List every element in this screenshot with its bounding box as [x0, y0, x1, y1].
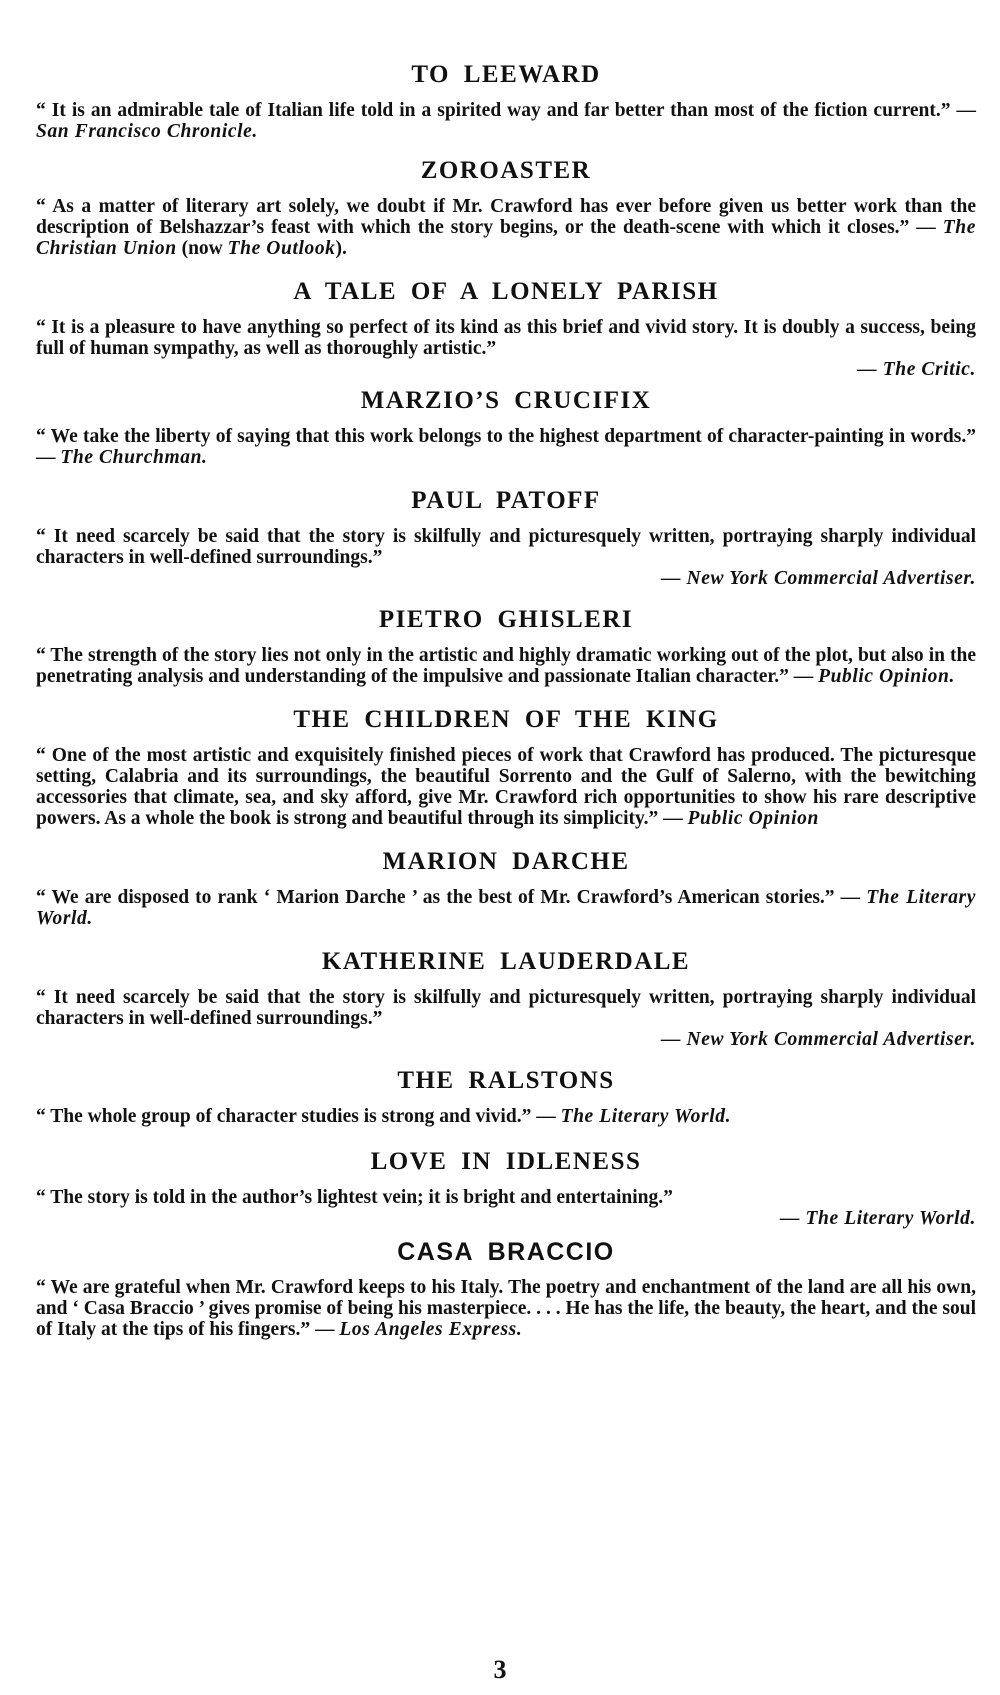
review-source: The Churchman.	[60, 447, 208, 468]
review-source-note-prefix: (now	[176, 238, 228, 259]
review-quote: “ One of the most artistic and exquisitely finished pieces of work that Crawford has produced. The picturesque setting, Calabria and its surroundings, the beautiful Sorrento and the Gulf of Salerno, with the bewitching accessories that climate, sea, and sky afford, give Mr. Crawford rich opportunities to show his rare descriptive powers. As a whole the book is strong and beautiful through its simplicity.” —	[36, 745, 976, 829]
review-source-note-end: ).	[335, 238, 347, 259]
book-entry	[36, 156, 976, 259]
book-title: PIETRO GHISLERI	[378, 606, 634, 633]
review-source: Los Angeles Express.	[339, 1319, 523, 1340]
book-entry	[36, 60, 976, 142]
book-title: KATHERINE LAUDERDALE	[321, 948, 691, 975]
review-source: Public Opinion	[687, 808, 819, 829]
review-source: Public Opinion.	[818, 666, 955, 687]
book-title: A TALE OF A LONELY PARISH	[293, 278, 719, 305]
book-entry	[36, 705, 976, 829]
review-text	[36, 745, 976, 829]
review-source-note: The Outlook	[227, 238, 336, 259]
book-entry	[36, 847, 976, 929]
review-text	[36, 196, 976, 259]
review-source: The Christian Union	[36, 217, 976, 259]
review-page	[36, 60, 976, 1340]
review-text: “ The story is told in the author’s lightest vein; it is bright and entertaining.”	[36, 1187, 673, 1208]
book-entry	[36, 1147, 976, 1229]
book-entry	[36, 947, 976, 1050]
book-title: THE CHILDREN OF THE KING	[293, 706, 719, 733]
book-title: TO LEEWARD	[411, 61, 601, 88]
review-quote: “ We are disposed to rank ‘ Marion Darche ’ as the best of Mr. Crawford’s American stories.” —	[36, 887, 867, 908]
book-title: MARZIO’S CRUCIFIX	[360, 387, 652, 414]
book-entry	[36, 386, 976, 468]
review-text	[36, 887, 976, 929]
review-source: The Literary World.	[36, 887, 976, 929]
book-title: THE RALSTONS	[397, 1067, 615, 1094]
review-source: — New York Commercial Advertiser.	[660, 1029, 976, 1050]
review-quote: “ We take the liberty of saying that this work belongs to the highest department of character-painting in words.” —	[36, 426, 976, 468]
review-source: — The Literary World.	[779, 1208, 976, 1229]
review-text: “ It is a pleasure to have anything so perfect of its kind as this brief and vivid story. It is doubly a success, being full of human sympathy, as well as thoroughly artistic.”	[36, 317, 976, 359]
review-source: — New York Commercial Advertiser.	[660, 568, 976, 589]
review-source: San Francisco Chronicle.	[36, 121, 258, 142]
review-quote: “ We are grateful when Mr. Crawford keeps to his Italy. The poetry and enchantment of the land are all his own, and ‘ Casa Braccio ’ gives promise of being his masterpiece. . . . He has the life, the beauty, the heart, and the soul of Italy at the tips of his fingers.” —	[36, 1277, 976, 1340]
review-quote: “ As a matter of literary art solely, we doubt if Mr. Crawford has ever before given us better work than the description of Belshazzar’s feast with which the story begins, or the death-scene with which it closes.” —	[36, 196, 976, 238]
book-title: ZOROASTER	[420, 157, 592, 184]
review-quote: “ It is an admirable tale of Italian life told in a spirited way and far better than most of the fiction current.” —	[36, 100, 976, 121]
book-title: CASA BRACCIO	[397, 1238, 615, 1266]
review-quote: “ The strength of the story lies not only in the artistic and highly dramatic working out of the plot, but also in the penetrating analysis and understanding of the impulsive and passionate Italian character.” —	[36, 645, 976, 687]
book-entry	[36, 277, 976, 380]
book-title: MARION DARCHE	[382, 848, 630, 875]
book-entry	[36, 1237, 976, 1340]
review-source: — The Critic.	[857, 359, 976, 380]
review-text	[36, 100, 976, 142]
book-entry	[36, 486, 976, 589]
review-text: “ It need scarcely be said that the story is skilfully and picturesquely written, portraying sharply individual characters in well-defined surroundings.”	[36, 526, 976, 568]
review-text	[36, 645, 976, 687]
review-text: “ It need scarcely be said that the story is skilfully and picturesquely written, portraying sharply individual characters in well-defined surroundings.”	[36, 987, 976, 1029]
review-source: The Literary World.	[560, 1106, 732, 1127]
review-text	[36, 1277, 976, 1340]
review-text	[36, 426, 976, 468]
page-number: 3	[493, 1655, 507, 1684]
book-entry	[36, 605, 976, 687]
book-entry	[36, 1066, 976, 1127]
review-text	[36, 1106, 976, 1127]
book-title: LOVE IN IDLENESS	[370, 1148, 642, 1175]
book-title: PAUL PATOFF	[411, 487, 601, 514]
review-quote: “ The whole group of character studies is strong and vivid.” —	[36, 1106, 561, 1127]
